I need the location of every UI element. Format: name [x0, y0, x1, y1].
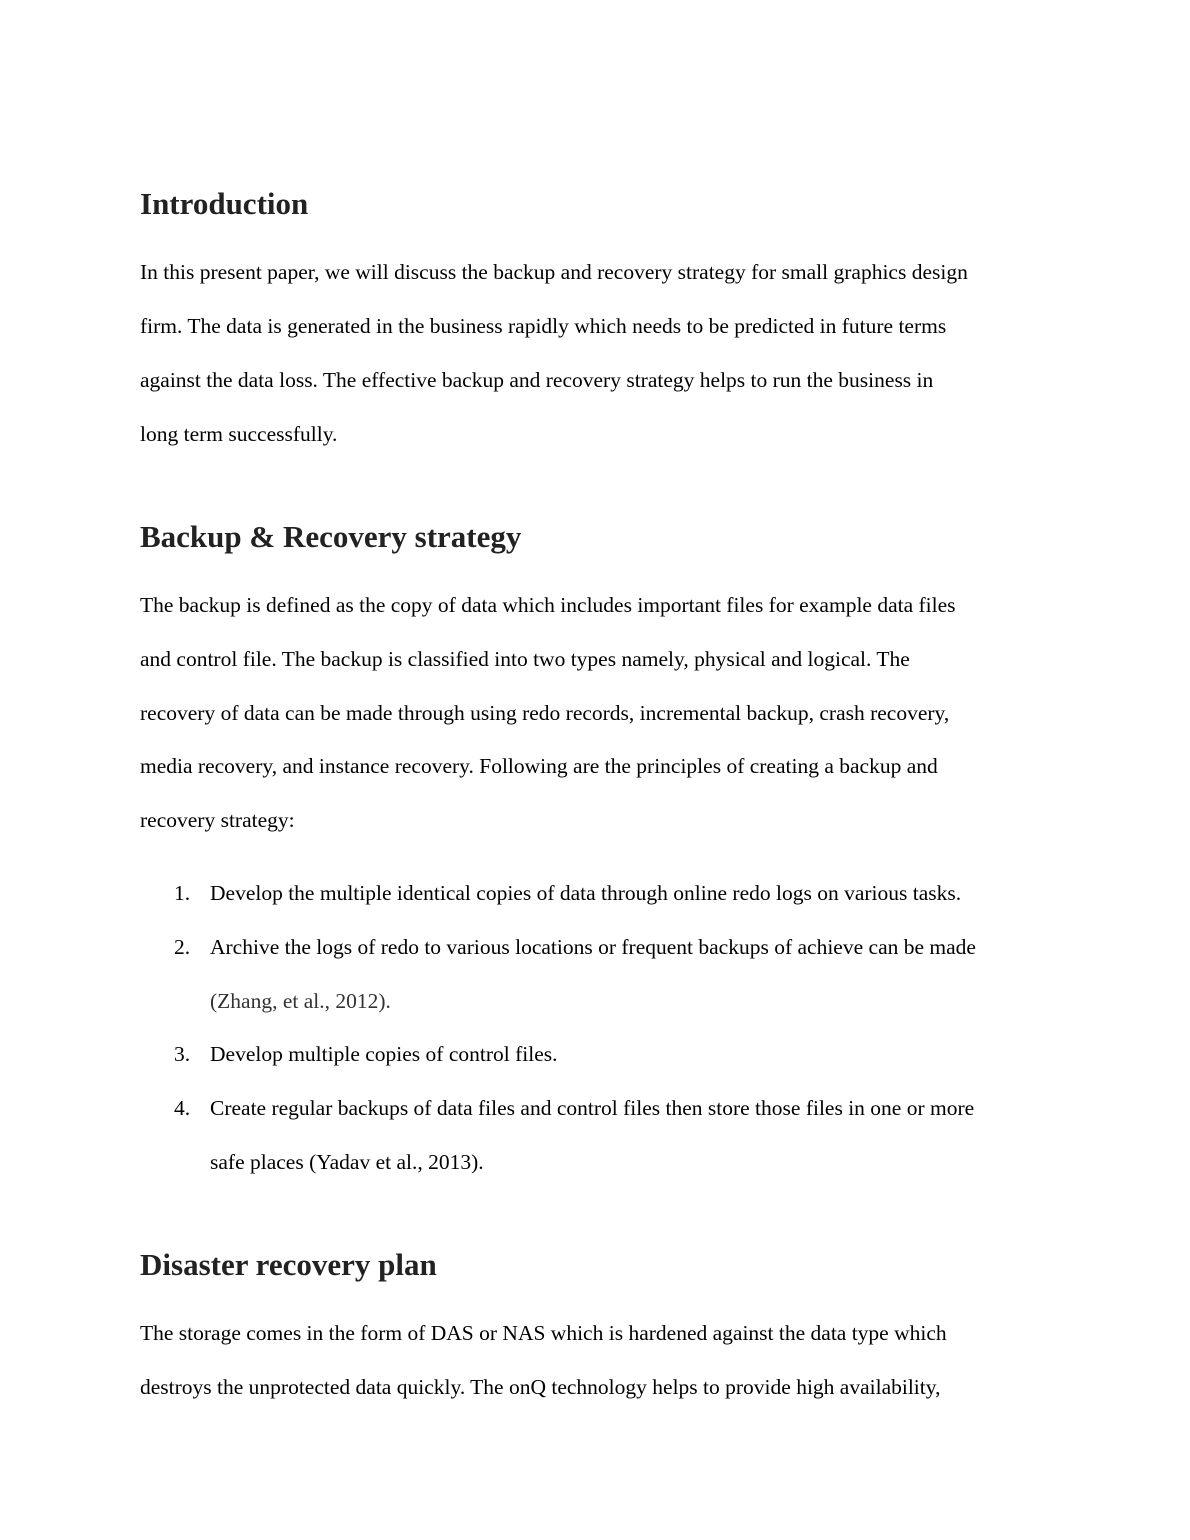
list-item-text: safe places (Yadav et al., 2013). [210, 1150, 484, 1174]
list-item-number: 4. [174, 1096, 191, 1120]
section-heading-disaster-recovery: Disaster recovery plan [140, 1247, 437, 1282]
paragraph-line: The backup is defined as the copy of data which includes important files for example data files [140, 593, 956, 617]
list-item-text: Develop the multiple identical copies of data through online redo logs on various tasks. [210, 881, 962, 905]
paragraph-line: recovery of data can be made through using redo records, incremental backup, crash recovery, [140, 701, 950, 725]
paragraph-line: destroys the unprotected data quickly. The onQ technology helps to provide high availability, [140, 1375, 941, 1399]
list-item-text: Archive the logs of redo to various locations or frequent backups of achieve can be made [210, 935, 976, 959]
paragraph-line: long term successfully. [140, 422, 338, 446]
section-heading-backup-recovery: Backup & Recovery strategy [140, 519, 522, 554]
list-item-number: 3. [174, 1042, 191, 1066]
paragraph-line: recovery strategy: [140, 808, 295, 832]
paragraph-line: In this present paper, we will discuss the backup and recovery strategy for small graphics design [140, 260, 968, 284]
paragraph-line: firm. The data is generated in the business rapidly which needs to be predicted in future terms [140, 314, 947, 338]
section-heading-introduction: Introduction [140, 186, 309, 221]
paragraph-line: media recovery, and instance recovery. Following are the principles of creating a backup and [140, 754, 938, 778]
paragraph-line: The storage comes in the form of DAS or NAS which is hardened against the data type which [140, 1321, 947, 1345]
list-item-text: Develop multiple copies of control files. [210, 1042, 558, 1066]
paragraph-line: against the data loss. The effective backup and recovery strategy helps to run the business in [140, 368, 934, 392]
list-item-number: 2. [174, 935, 191, 959]
list-item-text: Create regular backups of data files and control files then store those files in one or more [210, 1096, 975, 1120]
list-item-number: 1. [174, 881, 191, 905]
list-item-citation: (Zhang, et al., 2012). [210, 989, 391, 1013]
paragraph-line: and control file. The backup is classified into two types namely, physical and logical. The [140, 647, 910, 671]
